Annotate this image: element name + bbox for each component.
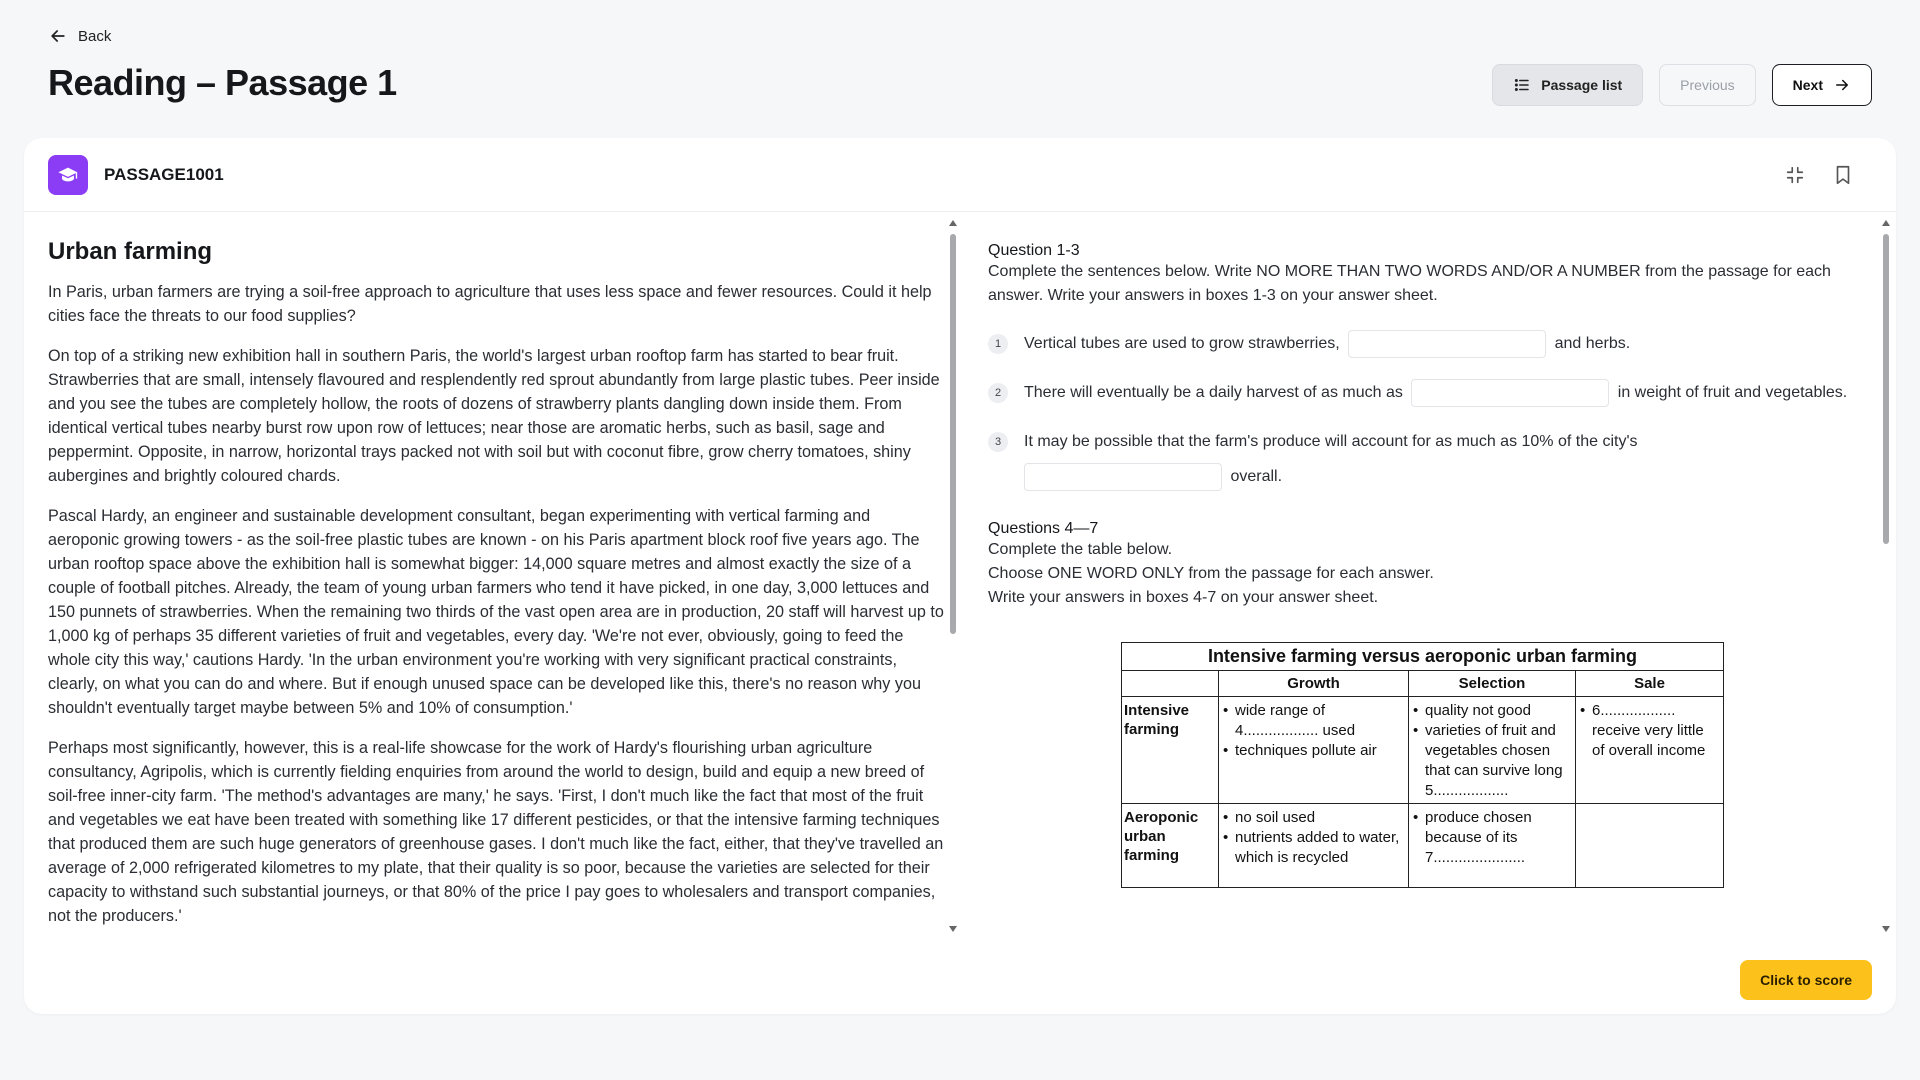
card-header-actions <box>1784 164 1872 186</box>
question-number: 2 <box>988 383 1008 403</box>
graduation-cap-icon <box>57 164 79 186</box>
question-group-title: Questions 4—7 <box>988 520 1099 537</box>
passage-list-label: Passage list <box>1541 77 1623 93</box>
table-row-label: Aeroponic urban farming <box>1122 804 1219 888</box>
question-text <box>1024 326 1630 361</box>
comparison-table <box>1121 642 1724 888</box>
question-group-instructions: Choose ONE WORD ONLY from the passage for each answer. <box>988 565 1434 582</box>
question-item <box>988 332 1868 361</box>
collapse-icon[interactable] <box>1784 164 1806 186</box>
questions-scrollbar[interactable] <box>1881 220 1891 932</box>
passage-paragraph: On top of a striking new exhibition hall in southern Paris, the world's largest urban rooftop farm has started to bear fruit. Strawberries that are small, intensely flavoured and resplendently red sprout abundantly from large plastic tubes. Peer inside and you see the tubes are completely hollow, the roots of dozens of strawberry plants dangling down inside them. From identical vertical tubes nearby burst row upon row of lettuces; near those are aromatic herbs, such as basil, sage and peppermint. Opposite, in narrow, horizontal trays packed not with soil but with coconut fibre, grow cherry tomatoes, shiny aubergines and brightly coloured chards. <box>48 347 940 485</box>
questions-scroll-thumb[interactable] <box>1883 234 1889 544</box>
question-item <box>988 381 1868 410</box>
next-label: Next <box>1792 77 1823 93</box>
scroll-down-arrow-icon[interactable] <box>949 926 957 932</box>
table-cell <box>1409 697 1576 804</box>
question-group-title: Question 1-3 <box>988 242 1080 259</box>
question-text <box>1024 375 1847 410</box>
question-text-before: There will eventually be a daily harvest of as much as <box>1024 384 1403 401</box>
table-cell <box>1576 697 1724 804</box>
table-header-cell: Selection <box>1409 671 1576 697</box>
passage-pane[interactable] <box>48 216 958 936</box>
table-cell-bullet: • produce chosen because of its 7...................... <box>1413 808 1571 868</box>
scroll-up-arrow-icon[interactable] <box>949 220 957 226</box>
answer-input-1[interactable] <box>1348 330 1546 358</box>
table-header-row <box>1122 671 1724 697</box>
table-title: Intensive farming versus aeroponic urban farming <box>1122 643 1724 671</box>
answer-input-3[interactable] <box>1024 463 1222 491</box>
table-header-cell: Growth <box>1219 671 1409 697</box>
table-row <box>1122 697 1724 804</box>
back-button[interactable] <box>48 26 111 46</box>
questions-pane[interactable] <box>988 216 1868 936</box>
table-cell <box>1219 804 1409 888</box>
question-text-before: It may be possible that the farm's produce will account for as much as 10% of the city's <box>1024 433 1638 450</box>
top-actions <box>1492 64 1872 106</box>
passage-scroll-thumb[interactable] <box>950 234 956 634</box>
passage-paragraph: In Paris, urban farmers are trying a soil-free approach to agriculture that uses less space and fewer resources. Could it help cities face the threats to our food supplies? <box>48 283 932 325</box>
table-header-cell <box>1122 671 1219 697</box>
question-text-after: in weight of fruit and vegetables. <box>1617 384 1848 401</box>
scroll-down-arrow-icon[interactable] <box>1882 926 1890 932</box>
question-group-instructions: Complete the sentences below. Write NO MORE THAN TWO WORDS AND/OR A NUMBER from the passage for each answer. Write your answers in boxes 1-3 on your answer sheet. <box>988 263 1831 304</box>
table-row <box>1122 804 1724 888</box>
table-cell <box>1219 697 1409 804</box>
page-title: Reading – Passage 1 <box>48 62 397 103</box>
question-item <box>988 430 1868 494</box>
passage-paragraph: Pascal Hardy, an engineer and sustainable development consultant, began experimenting with vertical farming and aeroponic growing towers - as the soil-free plastic tubes are known - on his Paris apartment block roof five years ago. The urban rooftop space above the exhibition hall is somewhat bigger: 14,000 square metres and almost exactly the size of a couple of football pitches. Already, the team of young urban farmers who tend it have picked, in one day, 3,000 lettuces and 150 punnets of strawberries. When the remaining two thirds of the vast open area are in production, 20 staff will harvest up to 1,000 kg of perhaps 35 different varieties of fruit and vegetables, every day. 'We're not ever, obviously, going to feed the whole city this way,' cautions Hardy. 'In the urban environment you're working with very significant practical constraints, clearly, on what you can do and where. But if enough unused space can be developed like this, there's no reason why you shouldn't eventually target maybe between 5% and 10% of consumption.' <box>48 507 944 717</box>
list-icon <box>1513 76 1531 94</box>
passage-card <box>24 138 1896 1014</box>
question-text <box>1024 424 1638 494</box>
table-cell-bullet: • no soil used <box>1223 808 1404 828</box>
table-cell-bullet: • techniques pollute air <box>1223 741 1404 761</box>
passage-list-button[interactable] <box>1492 64 1643 106</box>
table-cell-bullet: • nutrients added to water, which is recycled <box>1223 828 1404 868</box>
table-cell-bullet: • 6.................. receive very little of overall income <box>1580 701 1719 761</box>
comparison-table-wrapper <box>1121 642 1724 888</box>
scroll-up-arrow-icon[interactable] <box>1882 220 1890 226</box>
previous-label: Previous <box>1680 77 1735 93</box>
bookmark-icon[interactable] <box>1832 164 1854 186</box>
question-text-before: Vertical tubes are used to grow strawberries, <box>1024 335 1340 352</box>
previous-button[interactable] <box>1659 64 1755 106</box>
question-group-instructions: Complete the table below. <box>988 541 1173 558</box>
table-cell-bullet: • wide range of 4.................. used <box>1223 701 1404 741</box>
table-title-row <box>1122 643 1724 671</box>
passage-code: PASSAGE1001 <box>104 164 224 184</box>
passage-scrollbar[interactable] <box>948 220 958 932</box>
table-cell-bullet: • varieties of fruit and vegetables chosen that can survive long 5.................. <box>1413 721 1571 801</box>
table-header-cell: Sale <box>1576 671 1724 697</box>
next-button[interactable] <box>1772 64 1872 106</box>
question-text-after: overall. <box>1230 468 1283 485</box>
arrow-right-icon <box>1833 76 1851 94</box>
table-row-label: Intensive farming <box>1122 697 1219 804</box>
table-cell <box>1576 804 1724 888</box>
question-number: 3 <box>988 432 1008 452</box>
back-label: Back <box>78 27 112 45</box>
question-number: 1 <box>988 334 1008 354</box>
click-to-score-button[interactable]: Click to score <box>1740 960 1872 1000</box>
answer-input-2[interactable] <box>1411 379 1609 407</box>
passage-logo <box>48 155 88 195</box>
question-group-instructions: Write your answers in boxes 4-7 on your answer sheet. <box>988 589 1379 606</box>
table-cell <box>1409 804 1576 888</box>
arrow-left-icon <box>48 26 68 46</box>
question-text-after: and herbs. <box>1554 335 1631 352</box>
passage-paragraph: Perhaps most significantly, however, this is a real-life showcase for the work of Hardy's flourishing urban agriculture consultancy, Agripolis, which is currently fielding enquiries from around the world to design, build and equip a new breed of soil-free inner-city farm. 'The method's advantages are many,' he says. 'First, I don't much like the fact that most of the fruit and vegetables we eat have been treated with something like 17 different pesticides, or that the intensive farming techniques that produced them are such huge generators of greenhouse gases. I don't much like the fact, either, that they've travelled an average of 2,000 refrigerated kilometres to my plate, that their quality is so poor, because the varieties are selected for their capacity to withstand such substantial journeys, or that 80% of the price I pay goes to wholesalers and transport companies, not the producers.' <box>48 739 944 925</box>
card-header <box>24 138 1896 212</box>
passage-title: Urban farming <box>48 238 213 265</box>
table-cell-bullet: • quality not good <box>1413 701 1571 721</box>
